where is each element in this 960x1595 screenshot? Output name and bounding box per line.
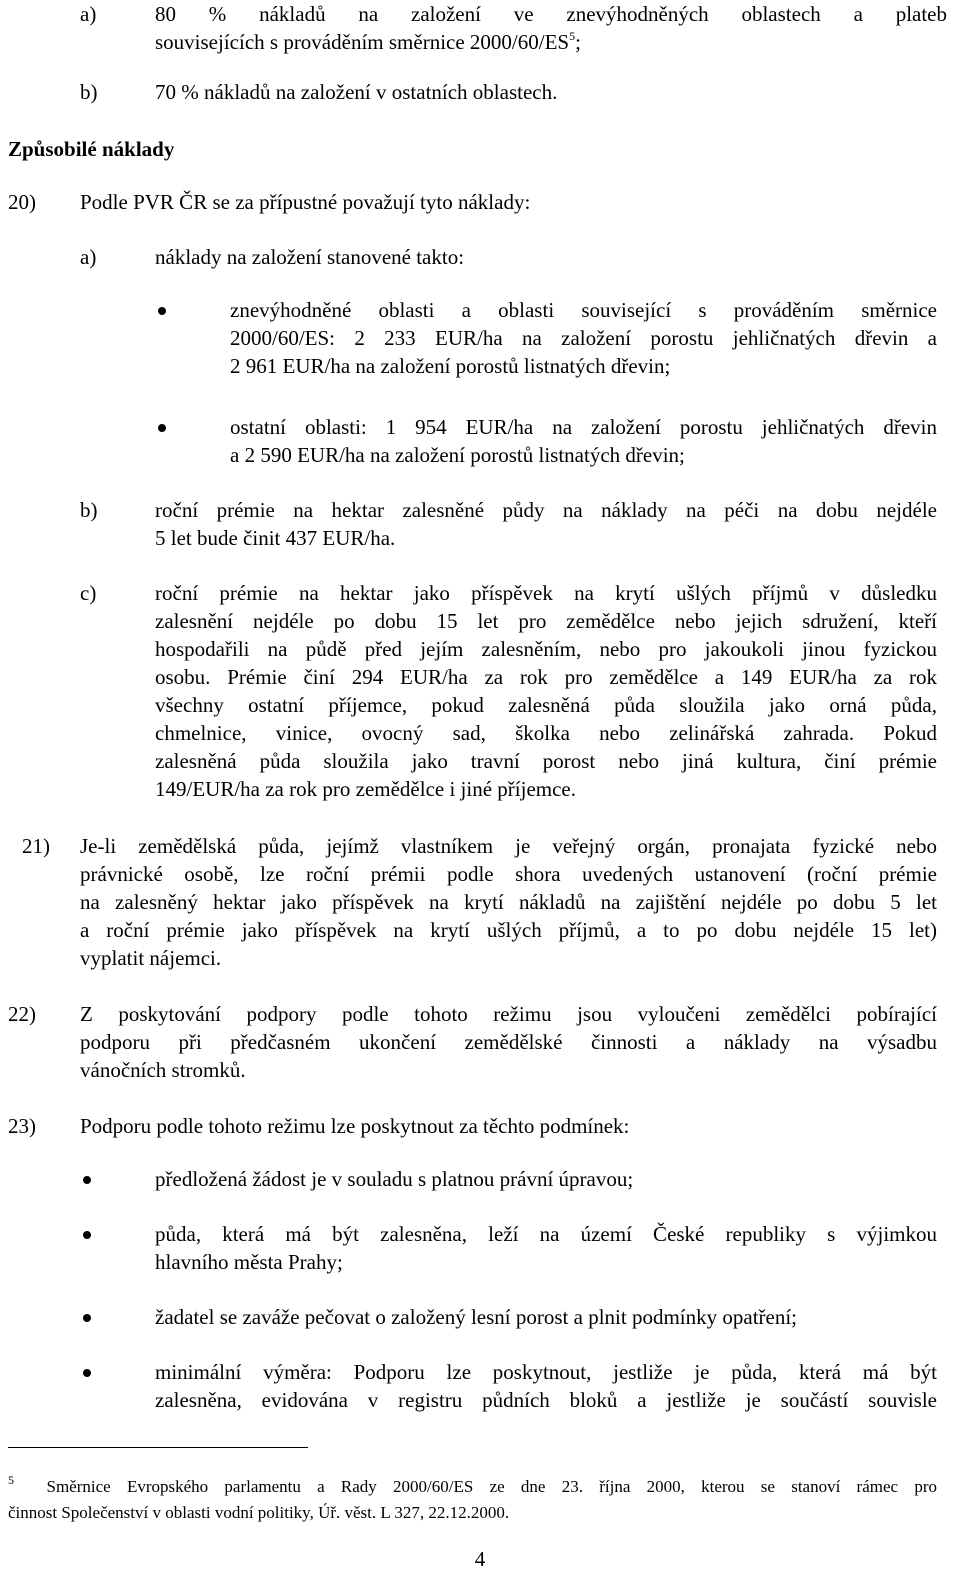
p20-b-label: b) <box>80 498 98 522</box>
p21-text: Je-li zemědělská půda, jejímž vlastníkem je veřejný orgán, pronajata fyzické nebo právnické osobě, lze roční prémii podle shora uvedených ustanovení (roční prémie na zalesněný hektar jako příspěvek na krytí nákladů na zajištění nejdéle po dobu 5 let a roční prémie jako příspěvek na krytí ušlých příjmů, a to po dobu nejdéle 15 let) vyplatit nájemci. <box>80 834 937 970</box>
footnote-mark: 5 <box>8 1473 14 1488</box>
p22-number: 22) <box>8 1002 36 1026</box>
p20-number: 20) <box>8 190 36 214</box>
item-b-label: b) <box>80 80 98 104</box>
bullet-icon <box>158 424 166 432</box>
bullet-icon <box>83 1176 91 1184</box>
p20-text: Podle PVR ČR se za přípustné považují tyto náklady: <box>80 190 531 214</box>
p23-text: Podporu podle tohoto režimu lze poskytnout za těchto podmínek: <box>80 1114 630 1138</box>
section-heading: Způsobilé náklady <box>8 137 175 161</box>
p23-bullet-2: půda, která má být zalesněna, leží na území České republiky s výjimkou hlavního města Prahy; <box>155 1222 937 1274</box>
p20-a-bullet-2: ostatní oblasti: 1 954 EUR/ha na založení porostu jehličnatých dřevin a 2 590 EUR/ha na založení porostů listnatých dřevin; <box>230 415 937 467</box>
p20-a-bullet-1: znevýhodněné oblasti a oblasti související s prováděním směrnice 2000/60/ES: 2 233 EUR/ha na založení porostu jehličnatých dřevin a 2 961 EUR/ha na založení porostů listnatých dřevin; <box>230 298 937 378</box>
p20-c-label: c) <box>80 581 97 605</box>
bullet-icon <box>83 1314 91 1322</box>
item-a-line-1: 80 % nákladů na založení ve znevýhodněných oblastech a plateb <box>155 2 947 26</box>
footnote-ref: 5 <box>569 29 576 43</box>
page-number: 4 <box>474 1547 486 1571</box>
p23-bullet-4: minimální výměra: Podporu lze poskytnout, jestliže je půda, která má být zalesněna, evidována v registru půdních bloků a jestliže je součástí souvisle <box>155 1360 937 1412</box>
item-a-line-2: souvisejících s prováděním směrnice $2000/60/ES^5$; <box>155 29 581 54</box>
bullet-icon <box>83 1369 91 1377</box>
footnote-separator <box>8 1447 308 1448</box>
footnote: $^5$ Směrnice Evropského parlamentu a Rady 2000/60/ES ze dne 23. října 2000, kterou se stanoví rámec pro činnost Společenství v oblasti vodní politiky, Úř. věst. L 327, 22.12.2000. <box>8 1473 937 1522</box>
p22-text: Z poskytování podpory podle tohoto režimu jsou vyloučeni zemědělci pobírající podporu při předčasném ukončení zemědělské činnosti a náklady na výsadbu vánočních stromků. <box>80 1002 937 1082</box>
item-a-label: a) <box>80 2 97 26</box>
p23-bullet-1: předložená žádost je v souladu s platnou právní úpravou; <box>155 1167 634 1191</box>
p23-bullet-3: žadatel se zaváže pečovat o založený lesní porost a plnit podmínky opatření; <box>155 1305 798 1329</box>
bullet-icon <box>158 307 166 315</box>
p20-a-label: a) <box>80 245 97 269</box>
bullet-icon <box>83 1231 91 1239</box>
p21-number: 21) <box>22 834 50 858</box>
p23-number: 23) <box>8 1114 36 1138</box>
p20-a-text: náklady na založení stanovené takto: <box>155 245 465 269</box>
item-b-text: 70 % nákladů na založení v ostatních oblastech. <box>155 80 558 104</box>
p20-b-text: roční prémie na hektar zalesněné půdy na náklady na péči na dobu nejdéle 5 let bude činit 437 EUR/ha. <box>155 498 937 550</box>
p20-c-text: roční prémie na hektar jako příspěvek na krytí ušlých příjmů v důsledku zalesnění nejdéle po dobu 15 let pro zemědělce nebo jejich sdružení, kteří hospodařili na půdě před jejím zalesněním, nebo pro jakoukoli jinou fyzickou osobu. Prémie činí 294 EUR/ha za rok pro zemědělce a 149 EUR/ha za rok všechny ostatní příjemce, pokud zalesněná půda sloužila jako orná půda, chmelnice, vinice, ovocný sad, školka nebo zelinářská zahrada. Pokud zalesněná půda sloužila jako travní porost nebo jiná kultura, činí prémie 149/EUR/ha za rok pro zemědělce i jiné příjemce. <box>155 581 937 801</box>
item-a-text <box>155 0 947 56</box>
